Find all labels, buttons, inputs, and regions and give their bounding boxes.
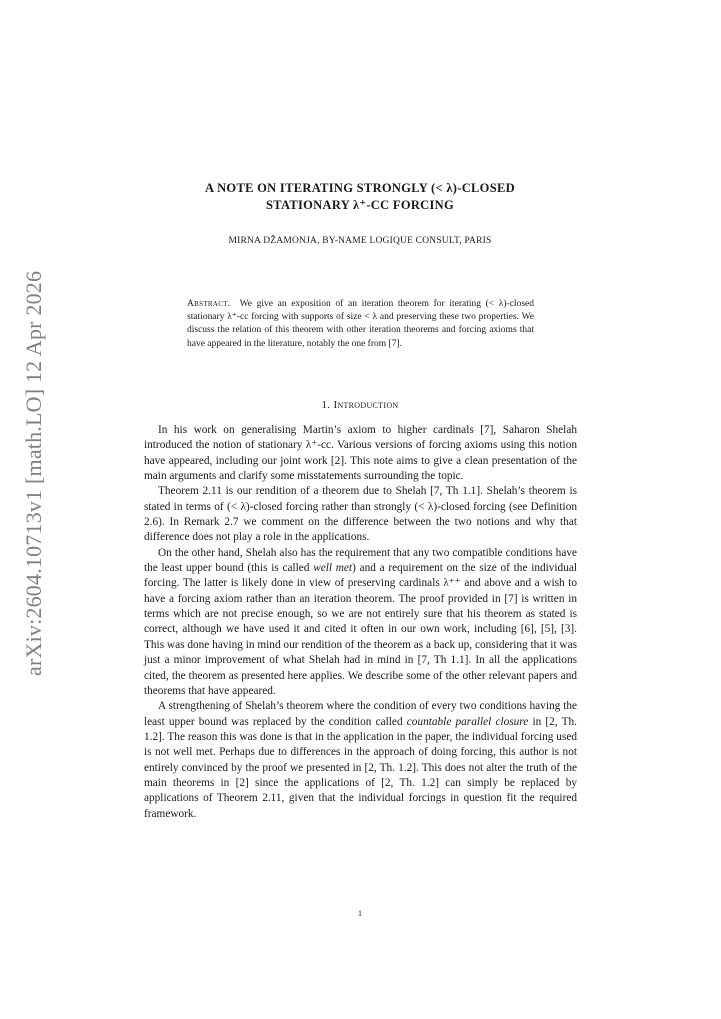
paragraph-1: In his work on generalising Martin’s axiom to higher cardinals [7], Saharon Shelah introduced the notion of stationary λ⁺-cc. Various versions of forcing axioms using this notion have appeared, including our joint work [2]. This note aims to give a clean presentation of the main arguments and clarify some misstatements surrounding the topic. bbox=[144, 424, 577, 483]
abstract bbox=[187, 298, 534, 351]
paragraph-3-part-1: On the other hand, Shelah also has the requirement that any two compatible conditions have the least upper bound (this is called bbox=[144, 546, 577, 575]
paragraph-2: Theorem 2.11 is our rendition of a theorem due to Shelah [7, Th 1.1]. Shelah’s theorem is stated in terms of (< λ)-closed forcing rather than strongly (< λ)-closed forcing (see Definition 2.6). In Remark 2.7 we comment on the difference between the two notions and why that difference does not play a role in the applications. bbox=[144, 485, 577, 544]
title-line-1: A NOTE ON ITERATING STRONGLY (< λ)-CLOSED bbox=[205, 181, 515, 195]
section-number: 1. bbox=[321, 399, 331, 411]
page-number: 1 bbox=[358, 909, 362, 918]
paragraph-4-part-1: A strengthening of Shelah’s theorem where the condition of every two conditions having the least upper bound was replaced by the condition called bbox=[144, 700, 577, 728]
abstract-text: We give an exposition of an iteration theorem for iterating (< λ)-closed stationary λ⁺-cc forcing with supports of size < λ and preserving these two properties. We discuss the relation of this theorem with other iteration theorems and forcing axioms that have appeared in the literature, notably the one from [7]. bbox=[187, 299, 534, 349]
paragraph-3 bbox=[144, 546, 577, 699]
paragraph-4-emphasis: countable parallel closure bbox=[406, 715, 529, 728]
author-line: MIRNA DŽAMONJA, BY-NAME LOGIQUE CONSULT, PARIS bbox=[228, 236, 492, 246]
paragraph-3-part-2: ) and a requirement on the size of the individual forcing. The latter is likely done in view of preserving cardinals λ⁺⁺ and above and a wish to have a forcing axiom rather than an iteration theorem. The proof provided in [7] is written in terms which are not precise enough, so we are not entirely sure that his theorem as stated is correct, although we have used it and cited it often in our own work, including [6], [5], [3]. This was done having in mind our rendition of the theorem as a back up, considering that it was just a minor improvement of what Shelah had in mind in [7, Th 1.1]. In all the applications cited, the theorem as presented here applies. We describe some of the other relevant papers and theorems that have appeared. bbox=[144, 562, 577, 697]
body-text bbox=[144, 423, 577, 822]
paper-title bbox=[140, 180, 580, 214]
paragraph-4-part-2: in [2, Th. 1.2]. The reason this was done is that in the application in the paper, the individual forcing used is not well met. Perhaps due to differences in the approach of doing forcing, this author is not entirely convinced by the proof we presented in [2, Th. 1.2]. This does not alter the truth of the main theorems in [2] since the applications of [2, Th. 1.2] can simply be replaced by applications of Theorem 2.11, given that the individual forcings in question fit the required framework. bbox=[144, 715, 577, 820]
paragraph-3-emphasis: well met bbox=[313, 562, 353, 575]
paragraph-4 bbox=[144, 699, 577, 822]
section-heading bbox=[140, 399, 580, 411]
arxiv-identifier: arXiv:2604.10713v1 [math.LO] 12 Apr 2026 bbox=[21, 270, 46, 676]
title-line-2: STATIONARY λ⁺-CC FORCING bbox=[265, 198, 455, 212]
abstract-label: Abstract. bbox=[187, 299, 231, 309]
section-title: Introduction bbox=[333, 399, 399, 411]
